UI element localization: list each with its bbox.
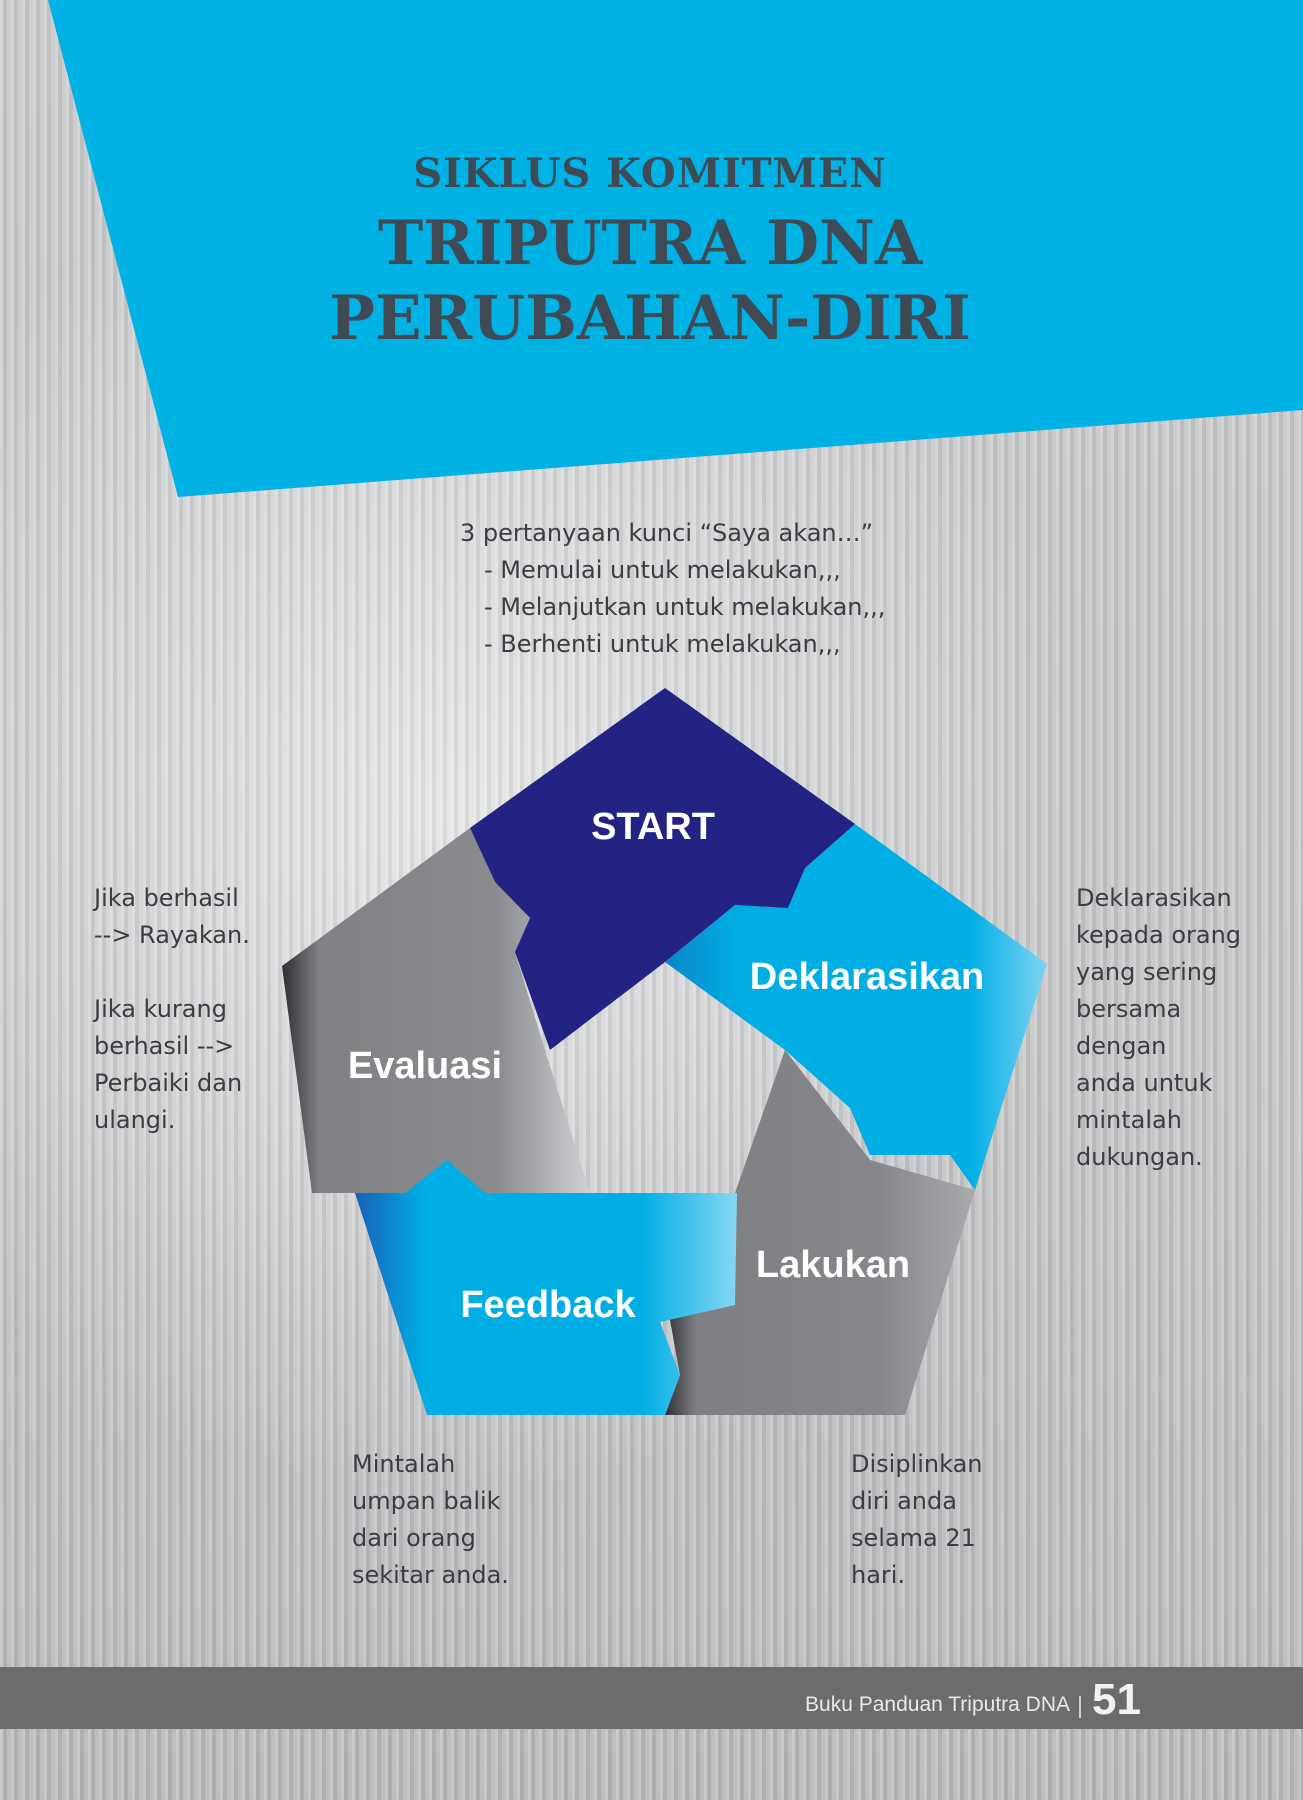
note-line: sekitar anda. — [352, 1561, 509, 1589]
note-deklarasikan — [1076, 880, 1276, 1176]
key-question-item: - Memulai untuk melakukan,,, — [484, 556, 841, 584]
cycle-label-evaluasi: Evaluasi — [347, 1045, 503, 1087]
note-line: diri anda — [851, 1487, 957, 1515]
note-line: anda untuk — [1076, 1069, 1213, 1097]
note-line: Jika kurang — [94, 995, 227, 1023]
note-line: dukungan. — [1076, 1143, 1203, 1171]
note-feedback — [352, 1446, 552, 1594]
note-line: bersama — [1076, 995, 1182, 1023]
cycle-label-feedback: Feedback — [460, 1284, 636, 1326]
cycle-label-start: START — [591, 806, 715, 848]
note-line: Deklarasikan — [1076, 884, 1232, 912]
key-question-item: - Melanjutkan untuk melakukan,,, — [484, 593, 886, 621]
key-question-item: - Berhenti untuk melakukan,,, — [484, 630, 841, 658]
note-line: selama 21 — [851, 1524, 976, 1552]
note-lakukan — [851, 1446, 1011, 1594]
note-line: umpan balik — [352, 1487, 501, 1515]
page-number: 51 — [1092, 1675, 1141, 1724]
note-line: --> Rayakan. — [94, 921, 250, 949]
note-line: ulangi. — [94, 1106, 176, 1134]
note-line: mintalah — [1076, 1106, 1182, 1134]
note-line — [94, 954, 274, 991]
note-line: dari orang — [352, 1524, 476, 1552]
page-title-line-1: TRIPUTRA DNA — [377, 208, 923, 279]
page-title-line-2: PERUBAHAN-DIRI — [329, 283, 971, 354]
footer-divider — [1079, 1696, 1081, 1718]
note-line: dengan — [1076, 1032, 1167, 1060]
note-line: Jika berhasil — [94, 884, 239, 912]
cycle-label-deklarasikan: Deklarasikan — [749, 956, 985, 998]
note-line: yang sering — [1076, 958, 1218, 986]
page-subtitle: SIKLUS KOMITMEN — [413, 150, 887, 197]
note-line: kepada orang — [1076, 921, 1242, 949]
note-line: Mintalah — [352, 1450, 456, 1478]
note-line: Perbaiki dan — [94, 1069, 243, 1097]
note-evaluasi — [94, 880, 274, 1139]
note-line: hari. — [851, 1561, 906, 1589]
note-line: Disiplinkan — [851, 1450, 983, 1478]
note-line: berhasil --> — [94, 1032, 235, 1060]
cycle-label-lakukan: Lakukan — [755, 1244, 911, 1286]
key-questions-intro: 3 pertanyaan kunci “Saya akan…” — [460, 519, 874, 547]
footer-book-title: Buku Panduan Triputra DNA — [805, 1693, 1070, 1716]
